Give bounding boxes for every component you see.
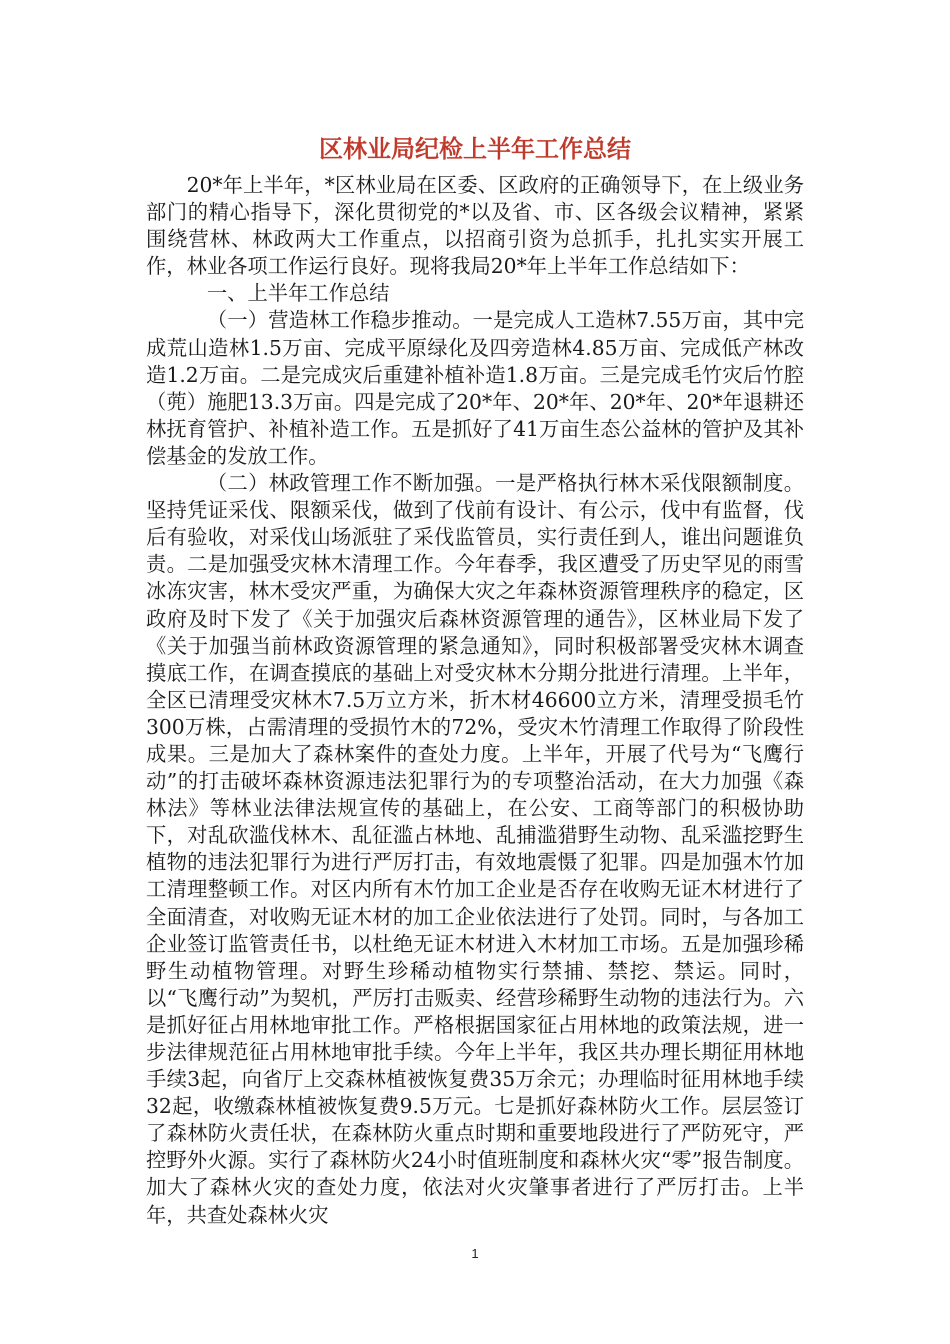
paragraph-afforestation: （一）营造林工作稳步推动。一是完成人工造林7.55万亩，其中完成荒山造林1.5万亩、完成平原绿化及四旁造林4.85万亩、完成低产林改造1.2万亩。二是完成灾后重建补植补造1.8万亩。三是完成毛竹灾后竹腔（蔸）施肥13.3万亩。四是完成了20*年、20*年、20*年、20*年退耕还林抚育管护、补植补造工作。五是抓好了41万亩生态公益林的管护及其补偿基金的发放工作。 xyxy=(146,308,804,468)
page-title: 区林业局纪检上半年工作总结 xyxy=(319,135,631,163)
document-body xyxy=(146,172,804,1229)
paragraph-forest-administration: （二）林政管理工作不断加强。一是严格执行林木采伐限额制度。坚持凭证采伐、限额采伐，做到了伐前有设计、有公示，伐中有监督，伐后有验收，对采伐山场派驻了采伐监管员，实行责任到人，谁出问题谁负责。二是加强受灾林木清理工作。今年春季，我区遭受了历史罕见的雨雪冰冻灾害，林木受灾严重，为确保大灾之年森林资源管理秩序的稳定，区政府及时下发了《关于加强灾后森林资源管理的通告》，区林业局下发了《关于加强当前林政资源管理的紧急通知》，同时积极部署受灾林木调查摸底工作，在调查摸底的基础上对受灾林木分期分批进行清理。上半年，全区已清理受灾林木7.5万立方米，折木材46600立方米，清理受损毛竹300万株，占需清理的受损竹木的72%，受灾木竹清理工作取得了阶段性成果。三是加大了森林案件的查处力度。上半年，开展了代号为“飞鹰行动”的打击破坏森林资源违法犯罪行为的专项整治活动，在大力加强《森林法》等林业法律法规宣传的基础上，在公安、工商等部门的积极协助下，对乱砍滥伐林木、乱征滥占林地、乱捕滥猎野生动物、乱采滥挖野生植物的违法犯罪行为进行严厉打击，有效地震慑了犯罪。四是加强木竹加工清理整顿工作。对区内所有木竹加工企业是否存在收购无证木材进行了全面清查，对收购无证木材的加工企业依法进行了处罚。同时，与各加工企业签订监管责任书，以杜绝无证木材进入木材加工市场。五是加强珍稀野生动植物管理。对野生珍稀动植物实行禁捕、禁挖、禁运。同时，以“飞鹰行动”为契机，严厉打击贩卖、经营珍稀野生动物的违法行为。六是抓好征占用林地审批工作。严格根据国家征占用林地的政策法规，进一步法律规范征占用林地审批手续。今年上半年，我区共办理长期征用林地手续3起，向省厅上交森林植被恢复费35万余元；办理临时征用林地手续32起，收缴森林植被恢复费9.5万元。七是抓好森林防火工作。层层签订了森林防火责任状，在森林防火重点时期和重要地段进行了严防死守，严控野外火源。实行了森林防火24小时值班制度和森林火灾“零”报告制度。加大了森林火灾的查处力度，依法对火灾肇事者进行了严厉打击。上半年，共查处森林火灾 xyxy=(146,471,804,1227)
intro-paragraph: 20*年上半年，*区林业局在区委、区政府的正确领导下，在上级业务部门的精心指导下，深化贯彻党的*以及省、市、区各级会议精神，紧紧围绕营林、林政两大工作重点，以招商引资为总抓手，扎扎实实开展工作，林业各项工作运行良好。现将我局20*年上半年工作总结如下： xyxy=(146,173,804,279)
page-number: 1 xyxy=(471,1246,479,1261)
section-heading: 一、上半年工作总结 xyxy=(206,281,390,306)
